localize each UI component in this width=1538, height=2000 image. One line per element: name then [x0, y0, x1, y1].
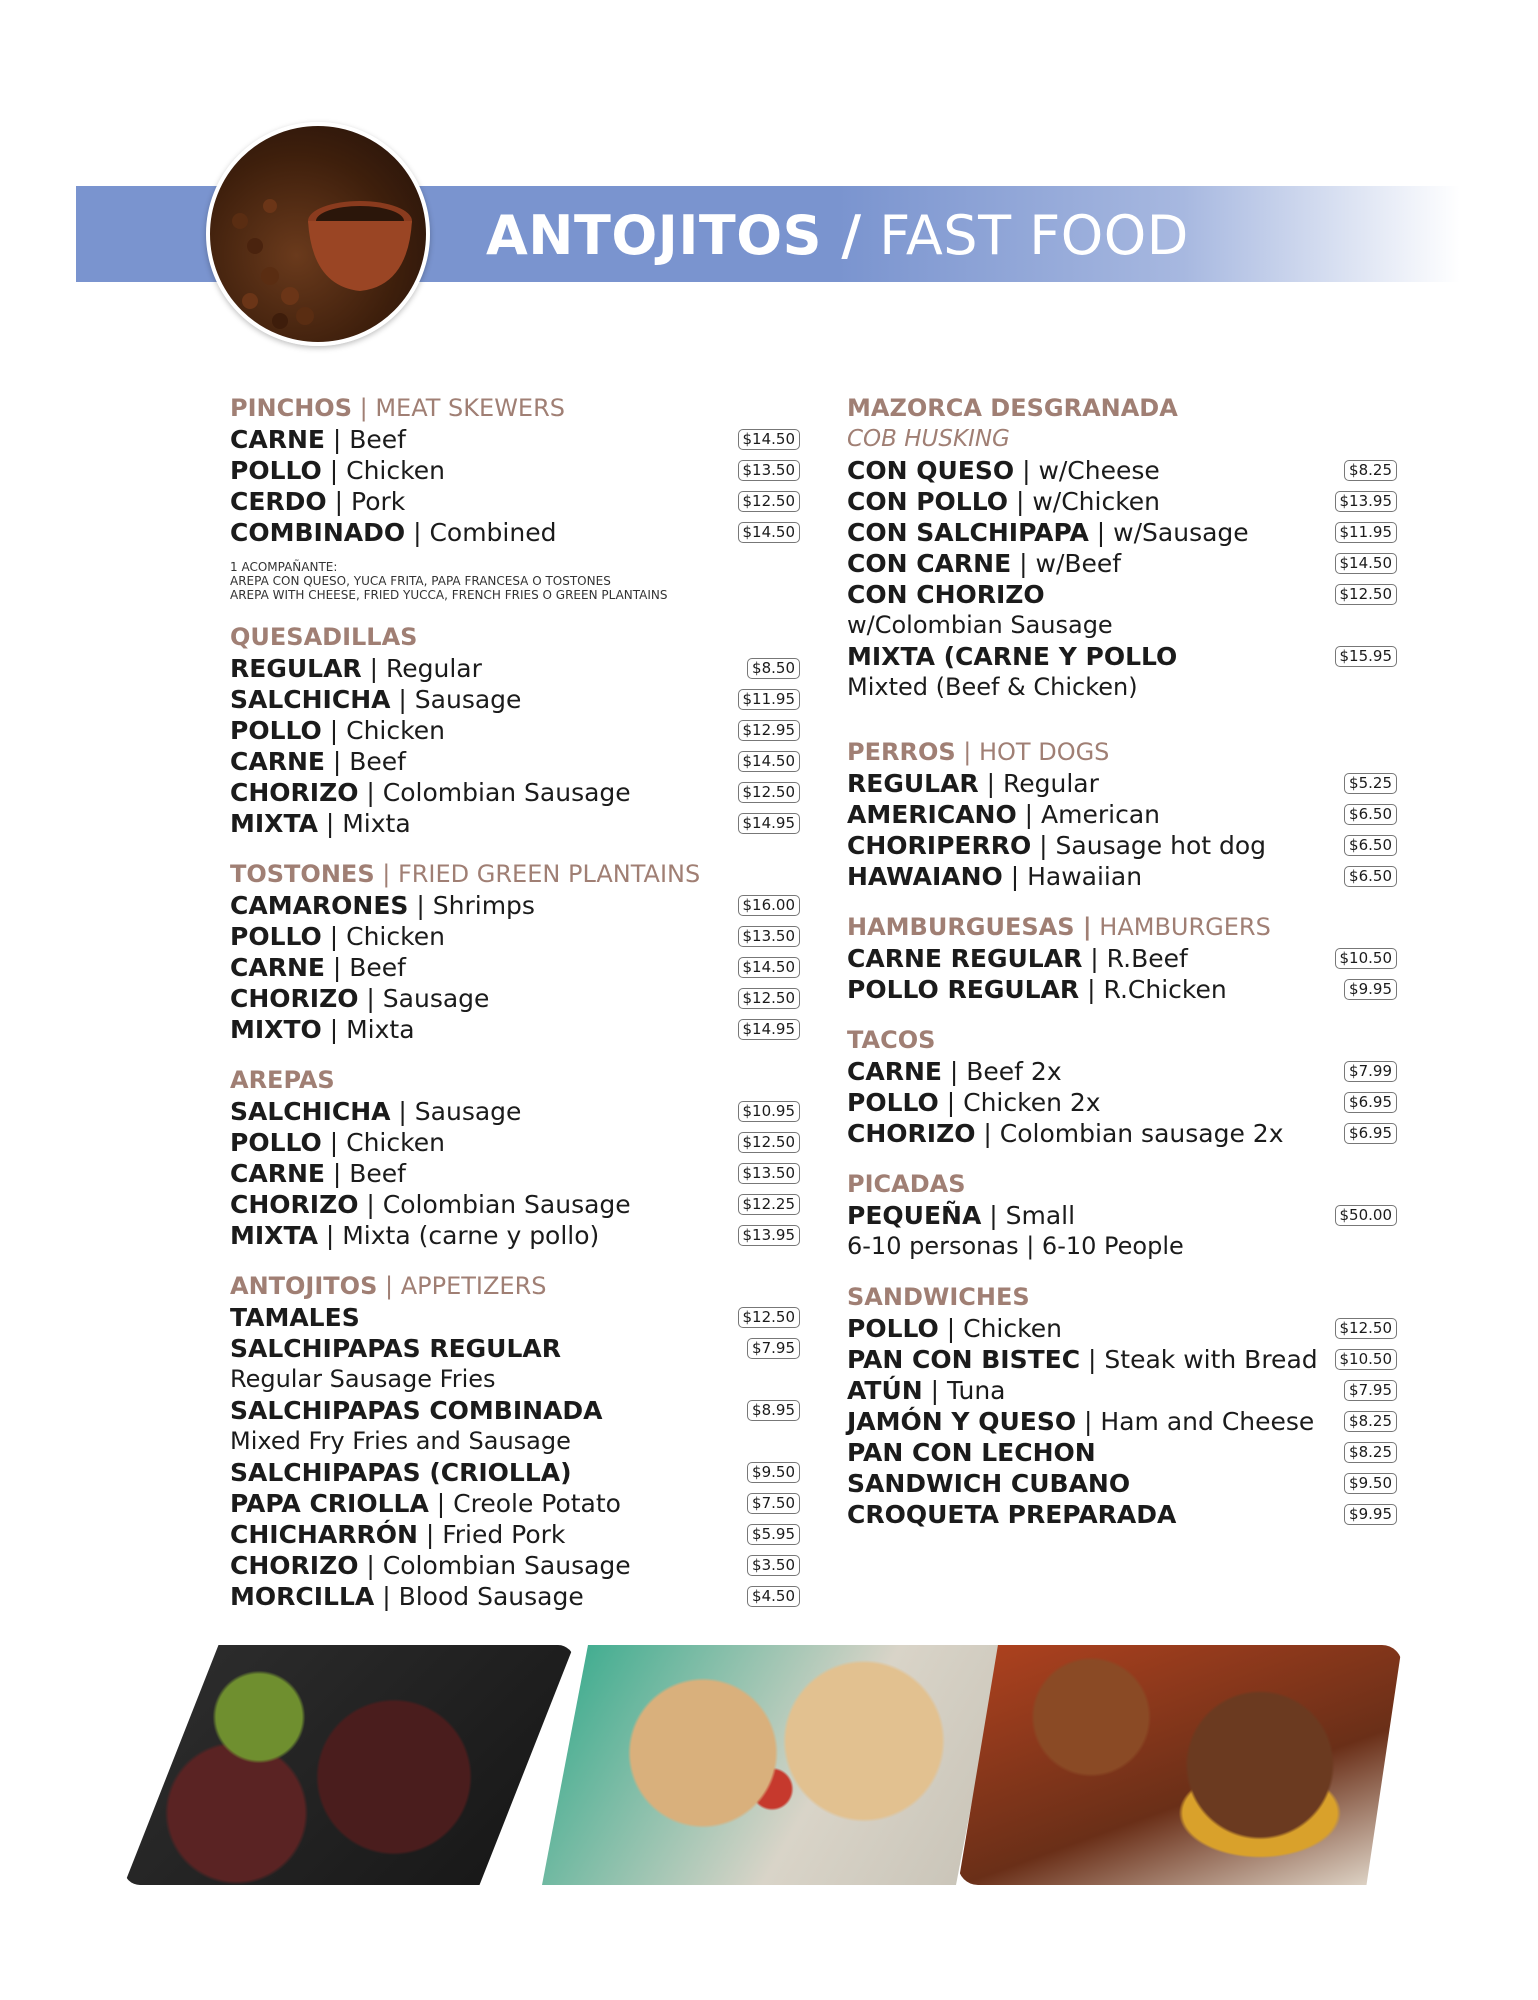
price-tag: $13.95: [1335, 491, 1398, 512]
menu-item: REGULAR | Regular $8.50: [230, 653, 800, 684]
price-tag: $14.95: [738, 1019, 801, 1040]
menu-item: CHICHARRÓN | Fried Pork $5.95: [230, 1519, 800, 1550]
price-tag: $9.95: [1344, 1504, 1397, 1525]
price-tag: $12.50: [738, 988, 801, 1009]
item-description: Mixted (Beef & Chicken): [847, 673, 1138, 701]
section-title-pinchos: PINCHOS | MEAT SKEWERS: [230, 394, 565, 422]
section-title-perros: PERROS | HOT DOGS: [847, 738, 1110, 766]
price-tag: $8.50: [747, 658, 800, 679]
item-description: Mixed Fry Fries and Sausage: [230, 1427, 571, 1455]
menu-item: PAN CON BISTEC | Steak with Bread $10.50: [847, 1344, 1397, 1375]
menu-item: CHORIZO | Colombian Sausage $3.50: [230, 1550, 800, 1581]
price-tag: $5.25: [1344, 773, 1397, 794]
right-column: [847, 393, 1397, 1530]
menu-item: CON POLLO | w/Chicken $13.95: [847, 486, 1397, 517]
menu-item: CROQUETA PREPARADA $9.95: [847, 1499, 1397, 1530]
menu-item: PEQUEÑA | Small $50.00: [847, 1200, 1397, 1231]
menu-item: AMERICANO | American $6.50: [847, 799, 1397, 830]
section-title-antojitos: ANTOJITOS | APPETIZERS: [230, 1272, 547, 1300]
price-tag: $13.50: [738, 460, 801, 481]
menu-item: CARNE | Beef $14.50: [230, 424, 800, 455]
price-tag: $12.50: [738, 1132, 801, 1153]
price-tag: $12.50: [1335, 1318, 1398, 1339]
menu-item: SALCHICHA | Sausage $10.95: [230, 1096, 800, 1127]
price-tag: $10.50: [1335, 948, 1398, 969]
price-tag: $12.50: [738, 1307, 801, 1328]
price-tag: $9.95: [1344, 979, 1397, 1000]
menu-item: COMBINADO | Combined $14.50: [230, 517, 800, 548]
menu-item: POLLO | Chicken 2x $6.95: [847, 1087, 1397, 1118]
menu-item: CHORIPERRO | Sausage hot dog $6.50: [847, 830, 1397, 861]
price-tag: $13.95: [738, 1225, 801, 1246]
sausage-photo: [124, 1645, 574, 1885]
burgers-photo: [958, 1645, 1402, 1885]
item-description: Regular Sausage Fries: [230, 1365, 496, 1393]
menu-item: CHORIZO | Colombian sausage 2x $6.95: [847, 1118, 1397, 1149]
menu-item: CARNE REGULAR | R.Beef $10.50: [847, 943, 1397, 974]
menu-item: CERDO | Pork $12.50: [230, 486, 800, 517]
menu-item: REGULAR | Regular $5.25: [847, 768, 1397, 799]
menu-item: TAMALES $12.50: [230, 1302, 800, 1333]
price-tag: $15.95: [1335, 646, 1398, 667]
price-tag: $12.50: [738, 491, 801, 512]
menu-item: HAWAIANO | Hawaiian $6.50: [847, 861, 1397, 892]
menu-item: CHORIZO | Colombian Sausage $12.50: [230, 777, 800, 808]
price-tag: $10.50: [1335, 1349, 1398, 1370]
menu-item: POLLO | Chicken $13.50: [230, 455, 800, 486]
price-tag: $8.95: [747, 1400, 800, 1421]
menu-item: SALCHIPAPAS REGULAR $7.95: [230, 1333, 800, 1364]
price-tag: $6.50: [1344, 866, 1397, 887]
price-tag: $14.95: [738, 813, 801, 834]
menu-item: ATÚN | Tuna $7.95: [847, 1375, 1397, 1406]
price-tag: $7.50: [747, 1493, 800, 1514]
side-note: 1 ACOMPAÑANTE: AREPA CON QUESO, YUCA FRITA, PAPA FRANCESA O TOSTONES AREPA WITH CHEESE, FRIED YUCCA, FRENCH FRIES O GREEN PLANTAINS: [230, 560, 668, 602]
menu-item: POLLO | Chicken $12.50: [847, 1313, 1397, 1344]
price-tag: $7.95: [747, 1338, 800, 1359]
menu-item: MIXTA (CARNE Y POLLO $15.95: [847, 641, 1397, 672]
price-tag: $50.00: [1335, 1205, 1398, 1226]
menu-item: CAMARONES | Shrimps $16.00: [230, 890, 800, 921]
menu-item: CARNE | Beef 2x $7.99: [847, 1056, 1397, 1087]
price-tag: $7.99: [1344, 1061, 1397, 1082]
price-tag: $4.50: [747, 1586, 800, 1607]
menu-item: POLLO | Chicken $13.50: [230, 921, 800, 952]
price-tag: $14.50: [738, 957, 801, 978]
tacos-photo: [542, 1645, 1002, 1885]
section-title-tostones: TOSTONES | FRIED GREEN PLANTAINS: [230, 860, 701, 888]
menu-item: CHORIZO | Sausage $12.50: [230, 983, 800, 1014]
menu-item: MIXTA | Mixta (carne y pollo) $13.95: [230, 1220, 800, 1251]
price-tag: $13.50: [738, 926, 801, 947]
section-title-mazorca: MAZORCA DESGRANADA: [847, 394, 1178, 422]
price-tag: $7.95: [1344, 1380, 1397, 1401]
menu-item: MIXTA | Mixta $14.95: [230, 808, 800, 839]
menu-item: JAMÓN Y QUESO | Ham and Cheese $8.25: [847, 1406, 1397, 1437]
price-tag: $14.50: [738, 429, 801, 450]
price-tag: $11.95: [738, 689, 801, 710]
price-tag: $6.50: [1344, 835, 1397, 856]
price-tag: $12.50: [1335, 584, 1398, 605]
price-tag: $9.50: [1344, 1473, 1397, 1494]
menu-item: CON SALCHIPAPA | w/Sausage $11.95: [847, 517, 1397, 548]
section-title-arepas: AREPAS: [230, 1066, 335, 1094]
section-title-picadas: PICADAS: [847, 1170, 966, 1198]
item-description: w/Colombian Sausage: [847, 611, 1113, 639]
menu-item: CARNE | Beef $14.50: [230, 952, 800, 983]
section-title-tacos: TACOS: [847, 1026, 936, 1054]
price-tag: $8.25: [1344, 460, 1397, 481]
left-column: [230, 393, 800, 1612]
coffee-photo: [206, 122, 430, 346]
menu-item: SALCHIPAPAS (CRIOLLA) $9.50: [230, 1457, 800, 1488]
section-title-hamburguesas: HAMBURGUESAS | HAMBURGERS: [847, 913, 1271, 941]
section-subtitle-mazorca: COB HUSKING: [847, 426, 1010, 452]
page-title: ANTOJITOS / FAST FOOD: [486, 204, 1189, 267]
menu-item: SALCHIPAPAS COMBINADA $8.95: [230, 1395, 800, 1426]
price-tag: $12.25: [738, 1194, 801, 1215]
section-title-sandwiches: SANDWICHES: [847, 1283, 1030, 1311]
item-description: 6-10 personas | 6-10 People: [847, 1232, 1184, 1260]
menu-item: CHORIZO | Colombian Sausage $12.25: [230, 1189, 800, 1220]
price-tag: $13.50: [738, 1163, 801, 1184]
price-tag: $16.00: [738, 895, 801, 916]
menu-item: MIXTO | Mixta $14.95: [230, 1014, 800, 1045]
price-tag: $8.25: [1344, 1411, 1397, 1432]
price-tag: $11.95: [1335, 522, 1398, 543]
menu-item: SANDWICH CUBANO $9.50: [847, 1468, 1397, 1499]
price-tag: $12.95: [738, 720, 801, 741]
menu-item: POLLO | Chicken $12.95: [230, 715, 800, 746]
menu-item: SALCHICHA | Sausage $11.95: [230, 684, 800, 715]
price-tag: $8.25: [1344, 1442, 1397, 1463]
price-tag: $10.95: [738, 1101, 801, 1122]
price-tag: $5.95: [747, 1524, 800, 1545]
coffee-cup-icon: [210, 126, 426, 342]
menu-item: POLLO REGULAR | R.Chicken $9.95: [847, 974, 1397, 1005]
menu-item: MORCILLA | Blood Sausage $4.50: [230, 1581, 800, 1612]
menu-item: CON CARNE | w/Beef $14.50: [847, 548, 1397, 579]
price-tag: $3.50: [747, 1555, 800, 1576]
price-tag: $12.50: [738, 782, 801, 803]
price-tag: $14.50: [1335, 553, 1398, 574]
menu-item: CON CHORIZO $12.50: [847, 579, 1397, 610]
menu-item: CARNE | Beef $13.50: [230, 1158, 800, 1189]
price-tag: $14.50: [738, 751, 801, 772]
price-tag: $6.50: [1344, 804, 1397, 825]
price-tag: $6.95: [1344, 1092, 1397, 1113]
price-tag: $14.50: [738, 522, 801, 543]
menu-item: CARNE | Beef $14.50: [230, 746, 800, 777]
menu-item: POLLO | Chicken $12.50: [230, 1127, 800, 1158]
menu-item: CON QUESO | w/Cheese $8.25: [847, 455, 1397, 486]
price-tag: $6.95: [1344, 1123, 1397, 1144]
menu-item: PAPA CRIOLLA | Creole Potato $7.50: [230, 1488, 800, 1519]
menu-item: PAN CON LECHON $8.25: [847, 1437, 1397, 1468]
section-title-quesadillas: QUESADILLAS: [230, 623, 418, 651]
price-tag: $9.50: [747, 1462, 800, 1483]
